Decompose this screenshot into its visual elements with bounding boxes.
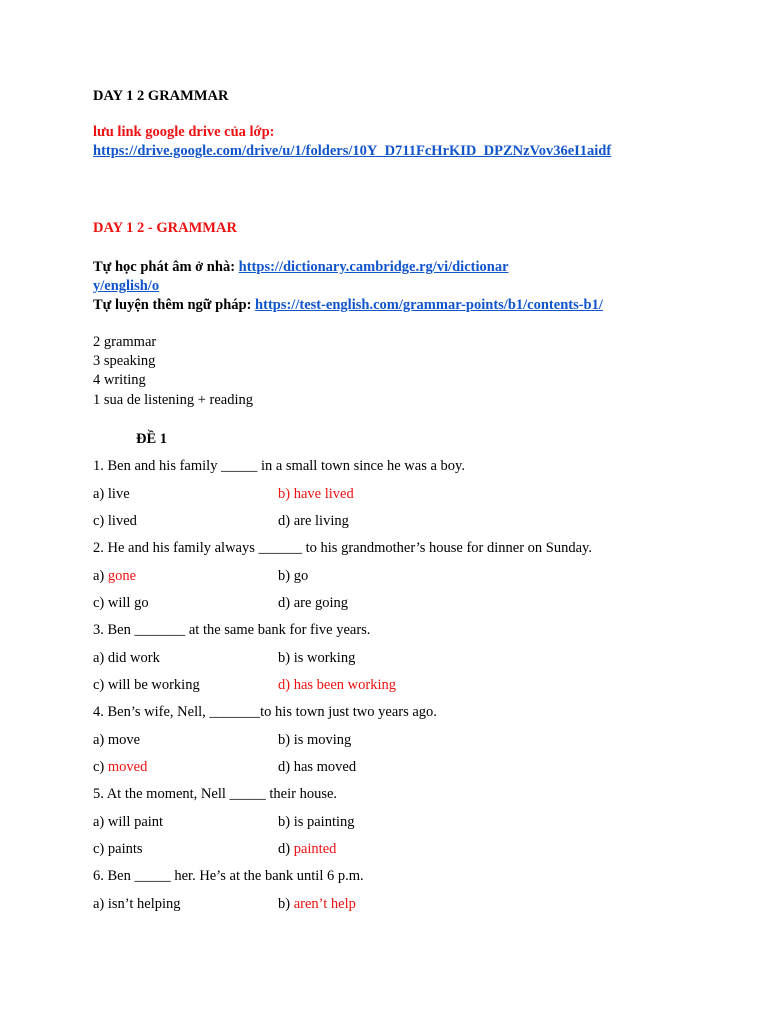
option-d: d) has moved: [278, 759, 357, 775]
plan-item: 4 writing: [93, 372, 146, 388]
drive-link[interactable]: https://drive.google.com/drive/u/1/folders/10Y_D711FcHrKID_DPZNzVov36eI1aidf: [93, 143, 612, 159]
question-text: 5. At the moment, Nell _____ their house.: [93, 786, 338, 802]
correct-answer: aren’t help: [293, 896, 356, 912]
section-title: DAY 1 2 - GRAMMAR: [93, 220, 237, 236]
grammar-link[interactable]: https://test-english.com/grammar-points/b1/contents-b1/: [255, 297, 603, 313]
option-c: c) paints: [93, 841, 143, 857]
option-c: c) moved: [93, 759, 148, 775]
option-a: a) will paint: [93, 814, 164, 830]
plan-item: 2 grammar: [93, 334, 157, 350]
option-b: b) go: [278, 568, 309, 584]
option-c: c) lived: [93, 513, 137, 529]
pron-label: Tự học phát âm ở nhà:: [93, 259, 236, 275]
option-a: a) live: [93, 486, 130, 502]
option-b: b) is working: [278, 650, 356, 666]
option-b: b) is painting: [278, 814, 355, 830]
option-d: d) painted: [278, 841, 337, 857]
correct-answer: b) have lived: [278, 486, 354, 502]
doc-title: DAY 1 2 GRAMMAR: [93, 88, 229, 104]
option-c: c) will go: [93, 595, 149, 611]
correct-answer: gone: [107, 568, 137, 584]
option-d: d) are going: [278, 595, 349, 611]
pron-line: [93, 258, 509, 276]
option-c: c) will be working: [93, 677, 200, 693]
drive-label: lưu link google drive của lớp:: [93, 124, 275, 140]
option-b: [278, 485, 354, 503]
test-title: ĐỀ 1: [136, 431, 168, 447]
option-d: d) are living: [278, 513, 349, 529]
grammar-label: Tự luyện thêm ngữ pháp:: [93, 297, 252, 313]
plan-item: 3 speaking: [93, 353, 156, 369]
pron-link[interactable]: https://dictionary.cambridge.rg/vi/dictionar: [238, 259, 509, 275]
option-a: a) gone: [93, 568, 137, 584]
question-text: 4. Ben’s wife, Nell, _______to his town just two years ago.: [93, 704, 437, 720]
option-a: a) move: [93, 732, 141, 748]
option-a: a) did work: [93, 650, 160, 666]
option-d: [278, 676, 396, 694]
question-text: 1. Ben and his family _____ in a small town since he was a boy.: [93, 458, 465, 474]
option-b: b) aren’t help: [278, 896, 356, 912]
question-text: 3. Ben _______ at the same bank for five years.: [93, 622, 371, 638]
correct-answer: moved: [107, 759, 148, 775]
question-text: 2. He and his family always ______ to his grandmother’s house for dinner on Sunday.: [93, 540, 592, 556]
grammar-line: [93, 296, 603, 314]
correct-answer: painted: [293, 841, 337, 857]
pron-link-continued[interactable]: y/english/o: [93, 278, 160, 294]
question-text: 6. Ben _____ her. He’s at the bank until 6 p.m.: [93, 868, 364, 884]
correct-answer: d) has been working: [278, 677, 396, 693]
option-a: a) isn’t helping: [93, 896, 181, 912]
option-b: b) is moving: [278, 732, 352, 748]
plan-item: 1 sua de listening + reading: [93, 392, 253, 408]
